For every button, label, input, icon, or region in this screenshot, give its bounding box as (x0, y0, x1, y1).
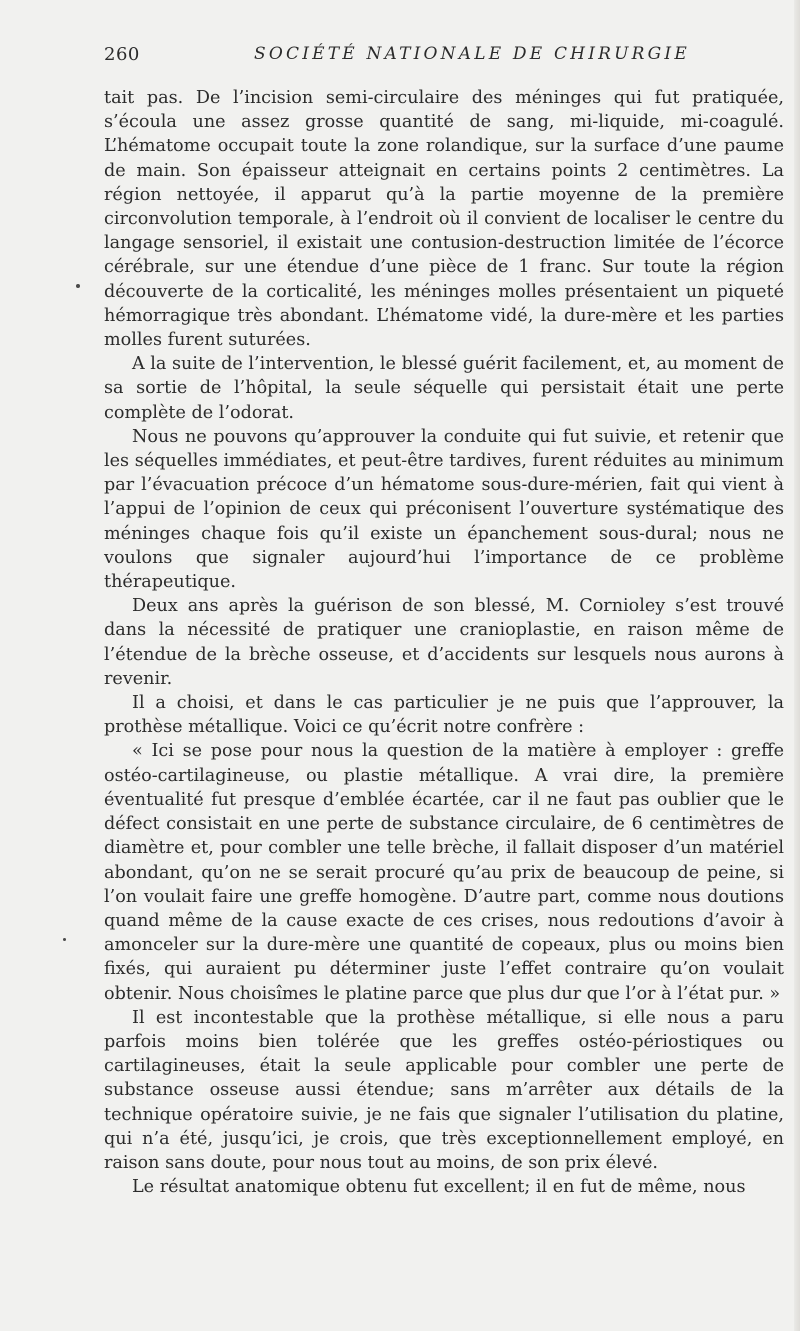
paragraph: Nous ne pouvons qu’approuver la conduite qui fut suivie, et retenir que les séquelles immédiates, et peut-être tardives, furent réduites au minimum par l’évacuation précoce d’un hématome sous-dure-mérien, fait qui vient à l’appui de l’opinion de ceux qui préconisent l’ouverture systématique des méninges chaque fois qu’il existe un épanchement sous-dural; nous ne voulons que signaler aujourd’hui l’importance de ce problème thérapeutique. (104, 426, 784, 593)
paragraph: Il est incontestable que la prothèse métallique, si elle nous a paru parfois moins bien tolérée que les greffes ostéo-périostiques ou cartilagineuses, était la seule applicable pour combler une perte de substance osseuse aussi étendue; sans m’arrêter aux détails de la technique opératoire suivie, je ne fais que signaler l’utilisation du platine, qui n’a été, jusqu’ici, je crois, que très exceptionnellement employé, en raison sans doute, pour nous tout au moins, de son prix élevé. (104, 1007, 784, 1173)
scan-edge (794, 0, 800, 1331)
running-title: SOCIÉTÉ NATIONALE DE CHIRURGIE (254, 44, 690, 64)
paragraph: A la suite de l’intervention, le blessé guérit facilement, et, au moment de sa sortie de l’hôpital, la seule séquelle qui persistait était une perte complète de l’odorat. (104, 354, 784, 423)
paragraph: Il a choisi, et dans le cas particulier je ne puis que l’approuver, la prothèse métallique. Voici ce qu’écrit notre confrère : (104, 693, 784, 738)
margin-ink-dot (63, 938, 66, 941)
body-text (104, 86, 784, 1199)
page-number: 260 (104, 44, 140, 65)
paragraph: tait pas. De l’incision semi-circulaire des méninges qui fut pratiquée, s’écoula une assez grosse quantité de sang, mi-liquide, mi-coagulé. L’hématome occupait toute la zone rolandique, sur la surface d’une paume de main. Son épaisseur atteignait en certains points 2 centimètres. La région nettoyée, il apparut qu’à la partie moyenne de la première circonvolution temporale, à l’endroit où il convient de localiser le centre du langage sensoriel, il existait une contusion-destruction limitée de l’écorce cérébrale, sur une étendue d’une pièce de 1 franc. Sur toute la région découverte de la corticalité, les méninges molles présentaient un piqueté hémorragique très abondant. L’hématome vidé, la dure-mère et les parties molles furent suturées. (104, 88, 784, 351)
paragraph: Le résultat anatomique obtenu fut excellent; il en fut de même, nous (132, 1177, 746, 1198)
quotation-paragraph: « Ici se pose pour nous la question de la matière à employer : greffe ostéo-cartilagineuse, ou plastie métallique. A vrai dire, la première éventualité fut presque d’emblée écartée, car il ne faut pas oublier que le défect consistait en une perte de substance circulaire, de 6 centimètres de diamètre et, pour combler une telle brèche, il fallait disposer d’un matériel abondant, qu’on ne se serait procuré qu’au prix de beaucoup de peine, si l’on voulait faire une greffe homogène. D’autre part, comme nous doutions quand même de la cause exacte de ces crises, nous redoutions d’avoir à amonceler sur la dure-mère une quantité de copeaux, plus ou moins bien fixés, qui auraient pu déterminer juste l’effet contraire qu’on voulait obtenir. Nous choisîmes le platine parce que plus dur que l’or à l’état pur. » (104, 741, 784, 1004)
paragraph: Deux ans après la guérison de son blessé, M. Cornioley s’est trouvé dans la nécessité de pratiquer une cranioplastie, en raison même de l’étendue de la brèche osseuse, et d’accidents sur lesquels nous aurons à revenir. (104, 596, 784, 689)
page-header (104, 44, 784, 68)
margin-ink-dot (76, 284, 80, 288)
